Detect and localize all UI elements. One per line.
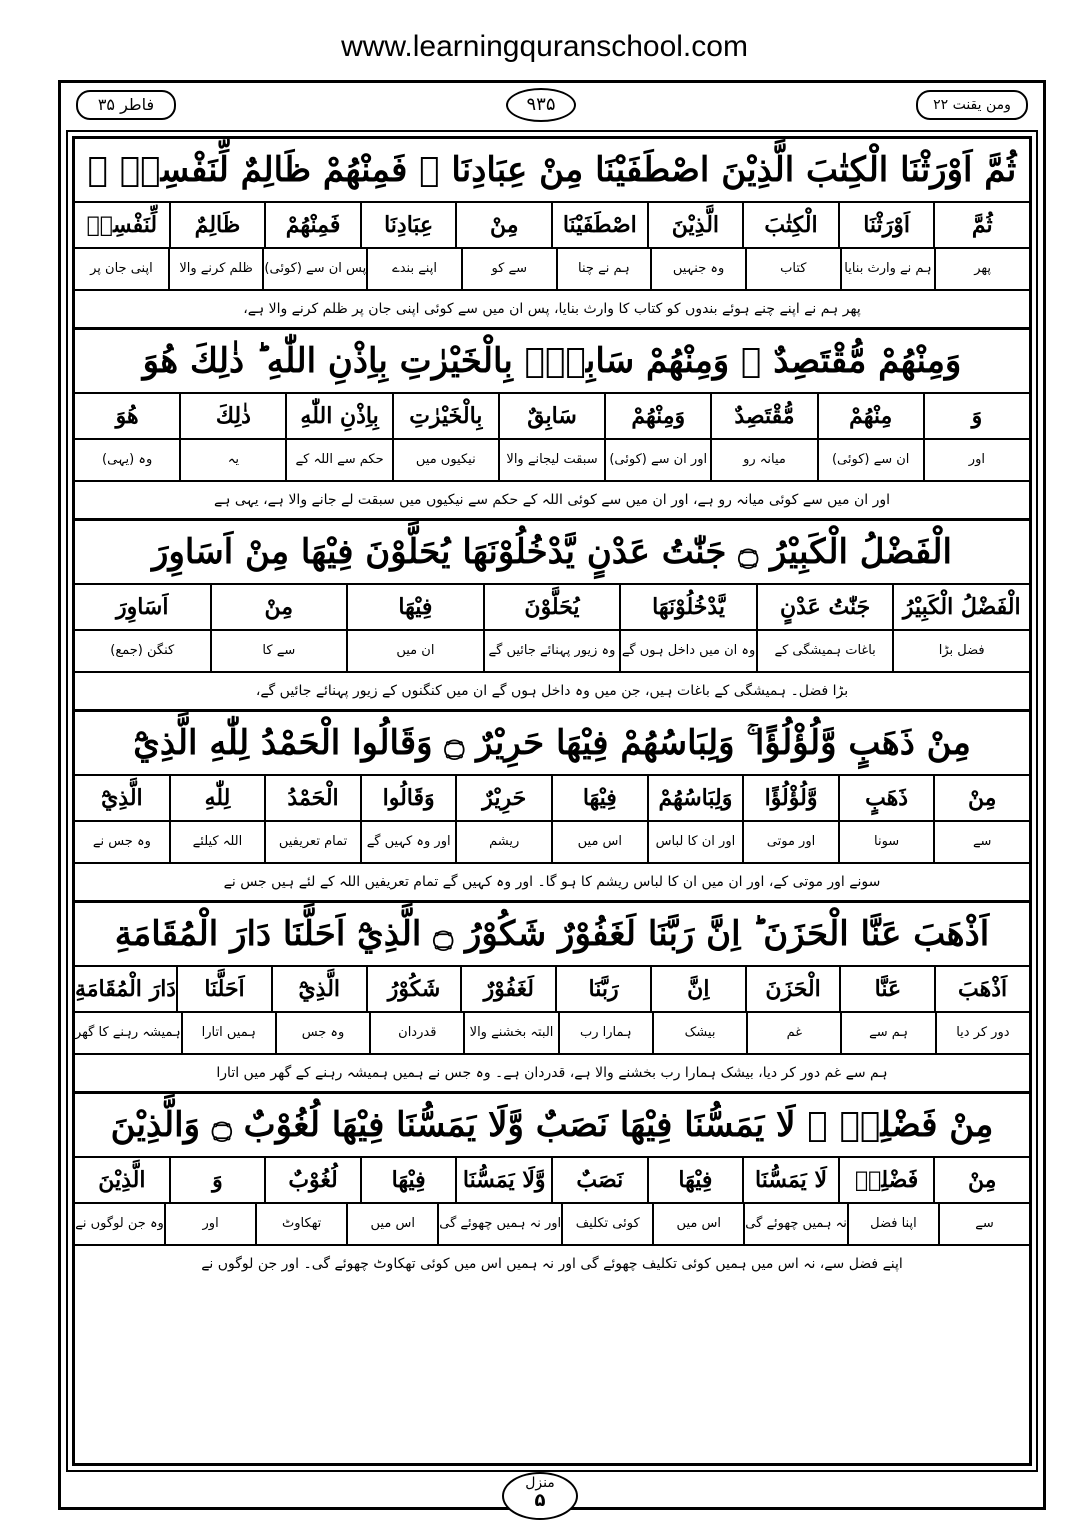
- word-cell: اَذْهَبَ: [934, 967, 1029, 1011]
- ayah-block: [75, 903, 1029, 1094]
- translation-line: ہم سے غم دور کر دیا، بیشک ہمارا رب بخشنے والا ہے، قدردان ہے۔ وہ جس نے ہمیں ہمیشہ رہنے کے گھر میں اتارا: [75, 1055, 1029, 1094]
- meaning-cell: سبقت لیجانے والا: [498, 440, 604, 480]
- word-cell: بِاِذْنِ اللّٰهِ: [285, 394, 391, 438]
- meaning-cell: بیشک: [652, 1013, 746, 1053]
- word-cell: الْفَضْلُ الْكَبِيْرُ: [892, 585, 1029, 629]
- meaning-cell: میانہ رو: [710, 440, 816, 480]
- word-cell: ظَالِمٌ: [169, 203, 265, 247]
- word-cell: دَارَ الْمُقَامَةِ: [74, 976, 177, 1002]
- word-cell: الَّذِيْنَ: [98, 1167, 146, 1193]
- word-cell: وَّلُؤْلُؤًا: [742, 776, 838, 820]
- word-cell: لَغَفُوْرٌ: [460, 967, 555, 1011]
- word-cell: فِيْهَا: [551, 776, 647, 820]
- translation-line: اور ان میں سے کوئی میانہ رو ہے، اور ان میں سے کوئی اللہ کے حکم سے نیکیوں میں سبقت لے جانے والا ہے، یہی ہے: [75, 482, 1029, 521]
- meaning-cell: سونا: [838, 822, 934, 862]
- meaning-cell: باغات ہمیشگی کے: [756, 631, 893, 671]
- word-cell: فِيْهَا: [346, 585, 483, 629]
- meaning-cell: کوئی تکلیف: [561, 1204, 652, 1244]
- meaning-cell: اپنے بندے: [366, 249, 461, 289]
- word-cell: فَضْلِهٖ: [838, 1158, 934, 1202]
- meaning-cell: اور نہ ہمیں چھوئے گی: [437, 1204, 561, 1244]
- word-cell: الَّذِيْنَ: [647, 203, 743, 247]
- meaning-cell: اور وہ کہیں گے: [360, 822, 456, 862]
- juz-label: ومن یقنت ۲۲: [916, 90, 1028, 120]
- meaning-cell: وہ جس نے: [92, 834, 151, 849]
- ayah-line: مِنْ ذَهَبٍ وَّلُؤْلُؤًا ۚ وَلِبَاسُهُمْ فِيْهَا حَرِيْرٌ ۝ وَقَالُوا الْحَمْدُ لِلّٰهِ الَّذِيْٓ: [75, 712, 1029, 776]
- meaning-cell: اس میں: [652, 1204, 743, 1244]
- meaning-cell: ہم سے: [840, 1013, 934, 1053]
- meaning-cell: غم: [746, 1013, 840, 1053]
- meaning-cell: ان میں: [346, 631, 483, 671]
- word-cell: اَسَاوِرَ: [115, 594, 169, 620]
- word-cell: مِنْ: [933, 776, 1029, 820]
- meaning-cell: تھکاوٹ: [255, 1204, 346, 1244]
- manzil-number: ۵: [534, 1490, 546, 1511]
- meaning-cell: اپنا فضل: [847, 1204, 938, 1244]
- meaning-row: [75, 1204, 1029, 1246]
- ayah-block: [75, 330, 1029, 521]
- meaning-cell: اور: [164, 1204, 255, 1244]
- word-cell: وَّلَا يَمَسُّنَا: [455, 1158, 551, 1202]
- meaning-row: [75, 440, 1029, 482]
- word-cell: مِنْ: [210, 585, 347, 629]
- meaning-cell: ان سے (کوئی): [817, 440, 923, 480]
- meaning-cell: یہ: [179, 440, 285, 480]
- word-cell: الْكِتٰبَ: [742, 203, 838, 247]
- meaning-cell: اور ان کا لباس: [647, 822, 743, 862]
- meaning-cell: ہم نے وارث بنایا: [840, 249, 935, 289]
- word-cell: لَا يَمَسُّنَا: [742, 1158, 838, 1202]
- translation-line: سونے اور موتی کے، اور ان میں ان کا لباس ریشم کا ہو گا۔ اور وہ کہیں گے تمام تعریفیں اللہ کے لئے ہیں جس نے: [75, 864, 1029, 903]
- meaning-cell: کتاب: [745, 249, 840, 289]
- meaning-cell: فضل بڑا: [892, 631, 1029, 671]
- word-cell: اَحَلَّنَا: [176, 967, 271, 1011]
- meaning-cell: تمام تعریفیں: [264, 822, 360, 862]
- word-cell: اِنَّ: [650, 967, 745, 1011]
- meaning-cell: پھر: [934, 249, 1029, 289]
- ayah-line: مِنْ فَضْلِهٖ ۚ لَا يَمَسُّنَا فِيْهَا نَصَبٌ وَّلَا يَمَسُّنَا فِيْهَا لُغُوْبٌ ۝ وَالَّذِيْنَ: [75, 1094, 1029, 1158]
- ayah-block: [75, 139, 1029, 330]
- ayah-block: [75, 521, 1029, 712]
- meaning-cell: نیکیوں میں: [392, 440, 498, 480]
- word-cell: الَّذِيْٓ: [101, 785, 143, 811]
- word-cell: مُّقْتَصِدٌ: [710, 394, 816, 438]
- meaning-cell: دور کر دیا: [935, 1013, 1029, 1053]
- meaning-cell: وہ زیور پہنائے جائیں گے: [483, 631, 620, 671]
- translation-line: بڑا فضل۔ ہمیشگی کے باغات ہیں، جن میں وہ داخل ہوں گے ان میں کنگنوں کے زیور پہنائے جائیں گے،: [75, 673, 1029, 712]
- meaning-cell: ہم نے چنا: [556, 249, 651, 289]
- ayah-line: وَمِنْهُمْ مُّقْتَصِدٌ ۚ وَمِنْهُمْ سَابِقٌۢ بِالْخَيْرٰتِ بِاِذْنِ اللّٰهِ ؕ ذٰلِكَ هُوَ: [75, 330, 1029, 394]
- word-row: [75, 394, 1029, 440]
- meaning-cell: سے کا: [210, 631, 347, 671]
- word-row: [75, 585, 1029, 631]
- meaning-cell: قدردان: [369, 1013, 463, 1053]
- meaning-cell: ظلم کرنے والا: [168, 249, 263, 289]
- meaning-row: [75, 249, 1029, 291]
- ayah-block: [75, 712, 1029, 903]
- meaning-cell: اس میں: [346, 1204, 437, 1244]
- meaning-cell: ہمیشہ رہنے کا گھر: [75, 1025, 181, 1040]
- para-label: فاطر ۳۵: [76, 90, 176, 120]
- word-cell: نَصَبٌ: [551, 1158, 647, 1202]
- word-cell: فِيْهَا: [647, 1158, 743, 1202]
- ayah-line: ثُمَّ اَوْرَثْنَا الْكِتٰبَ الَّذِيْنَ اصْطَفَيْنَا مِنْ عِبَادِنَا ۚ فَمِنْهُمْ ظَالِمٌ لِّنَفْسِهٖ ۚ: [75, 139, 1029, 203]
- word-cell: يُحَلَّوْنَ: [483, 585, 620, 629]
- word-row: [75, 776, 1029, 822]
- word-cell: الْحَمْدُ: [264, 776, 360, 820]
- meaning-cell: وہ جس: [275, 1013, 369, 1053]
- word-cell: وَ: [169, 1158, 265, 1202]
- word-cell: مِنْهُمْ: [817, 394, 923, 438]
- word-cell: عَنَّا: [839, 967, 934, 1011]
- meaning-cell: ریشم: [455, 822, 551, 862]
- meaning-cell: وہ جنہیں: [650, 249, 745, 289]
- manzil-badge: [502, 1472, 578, 1520]
- word-cell: الَّذِيْٓ: [271, 967, 366, 1011]
- word-cell: لِّنَفْسِهٖ: [86, 212, 158, 238]
- word-row: [75, 967, 1029, 1013]
- word-cell: وَقَالُوا: [360, 776, 456, 820]
- meaning-cell: وہ جن لوگوں نے: [75, 1216, 164, 1231]
- meaning-cell: وہ ان میں داخل ہوں گے: [619, 631, 756, 671]
- word-cell: الْحَزَنَ: [745, 967, 840, 1011]
- word-cell: مِنْ: [933, 1158, 1029, 1202]
- word-cell: ثُمَّ: [933, 203, 1029, 247]
- word-cell: وَلِبَاسُهُمْ: [647, 776, 743, 820]
- word-cell: لُغُوْبٌ: [264, 1158, 360, 1202]
- meaning-cell: اللہ کیلئے: [169, 822, 265, 862]
- word-cell: ذٰلِكَ: [179, 394, 285, 438]
- word-cell: رَبَّنَا: [555, 967, 650, 1011]
- meaning-row: [75, 1013, 1029, 1055]
- word-cell: حَرِيْرٌ: [455, 776, 551, 820]
- page-number: ۹۳۵: [506, 88, 576, 122]
- meaning-cell: ہمارا رب: [558, 1013, 652, 1053]
- meaning-row: [75, 631, 1029, 673]
- meaning-cell: پس ان سے (کوئی): [262, 249, 366, 289]
- meaning-row: [75, 822, 1029, 864]
- translation-line: اپنے فضل سے، نہ اس میں ہمیں کوئی تکلیف چھوئے گی اور نہ ہمیں اس میں کوئی تھکاوٹ چھوئے گی۔ اور جن لوگوں نے: [201, 1256, 903, 1272]
- word-cell: يَّدْخُلُوْنَهَا: [619, 585, 756, 629]
- word-row: [75, 203, 1029, 249]
- word-cell: فَمِنْهُمْ: [264, 203, 360, 247]
- meaning-cell: وہ (یہی): [102, 452, 153, 467]
- ayah-line: اَذْهَبَ عَنَّا الْحَزَنَ ؕ اِنَّ رَبَّنَا لَغَفُوْرٌ شَكُوْرُ ۝ الَّذِيْٓ اَحَلَّنَا دَارَ الْمُقَامَةِ: [75, 903, 1029, 967]
- manzil-label: منزل: [525, 1475, 555, 1491]
- word-row: [75, 1158, 1029, 1204]
- word-cell: عِبَادِنَا: [360, 203, 456, 247]
- meaning-cell: سے: [938, 1204, 1029, 1244]
- meaning-cell: کنگن (جمع): [110, 643, 175, 658]
- word-cell: سَابِقٌ: [498, 394, 604, 438]
- meaning-cell: حکم سے اللہ کے: [285, 440, 391, 480]
- meaning-cell: ہمیں اتارا: [181, 1013, 275, 1053]
- word-cell: بِالْخَيْرٰتِ: [392, 394, 498, 438]
- ayah-line: الْفَضْلُ الْكَبِيْرُ ۝ جَنّٰتُ عَدْنٍ يَّدْخُلُوْنَهَا يُحَلَّوْنَ فِيْهَا مِنْ اَسَاوِرَ: [75, 521, 1029, 585]
- meaning-cell: اپنی جان پر: [90, 261, 153, 276]
- meaning-cell: اور ان سے (کوئی): [604, 440, 710, 480]
- word-cell: ذَهَبٍ: [838, 776, 934, 820]
- meaning-cell: سے: [933, 822, 1029, 862]
- ayah-block: [75, 1094, 1029, 1282]
- word-cell: لِلّٰهِ: [169, 776, 265, 820]
- word-cell: وَ: [923, 394, 1029, 438]
- quran-translation-table: [75, 139, 1029, 1282]
- meaning-cell: البتہ بخشنے والا: [463, 1013, 557, 1053]
- word-cell: اصْطَفَيْنَا: [551, 203, 647, 247]
- word-cell: شَكُوْرُ: [366, 967, 461, 1011]
- word-cell: جَنّٰتُ عَدْنٍ: [756, 585, 893, 629]
- meaning-cell: اور موتی: [742, 822, 838, 862]
- meaning-cell: اس میں: [551, 822, 647, 862]
- translation-line: پھر ہم نے اپنے چنے ہوئے بندوں کو کتاب کا وارث بنایا، پس ان میں سے کوئی اپنی جان پر ظلم کرنے والا ہے،: [75, 291, 1029, 330]
- word-cell: اَوْرَثْنَا: [838, 203, 934, 247]
- meaning-cell: نہ ہمیں چھوئے گی: [743, 1204, 847, 1244]
- website-url[interactable]: www.learningquranschool.com: [341, 30, 748, 63]
- meaning-cell: سے کو: [461, 249, 556, 289]
- meaning-cell: اور: [923, 440, 1029, 480]
- word-cell: مِنْ: [455, 203, 551, 247]
- word-cell: هُوَ: [115, 403, 139, 429]
- word-cell: فِيْهَا: [360, 1158, 456, 1202]
- word-cell: وَمِنْهُمْ: [604, 394, 710, 438]
